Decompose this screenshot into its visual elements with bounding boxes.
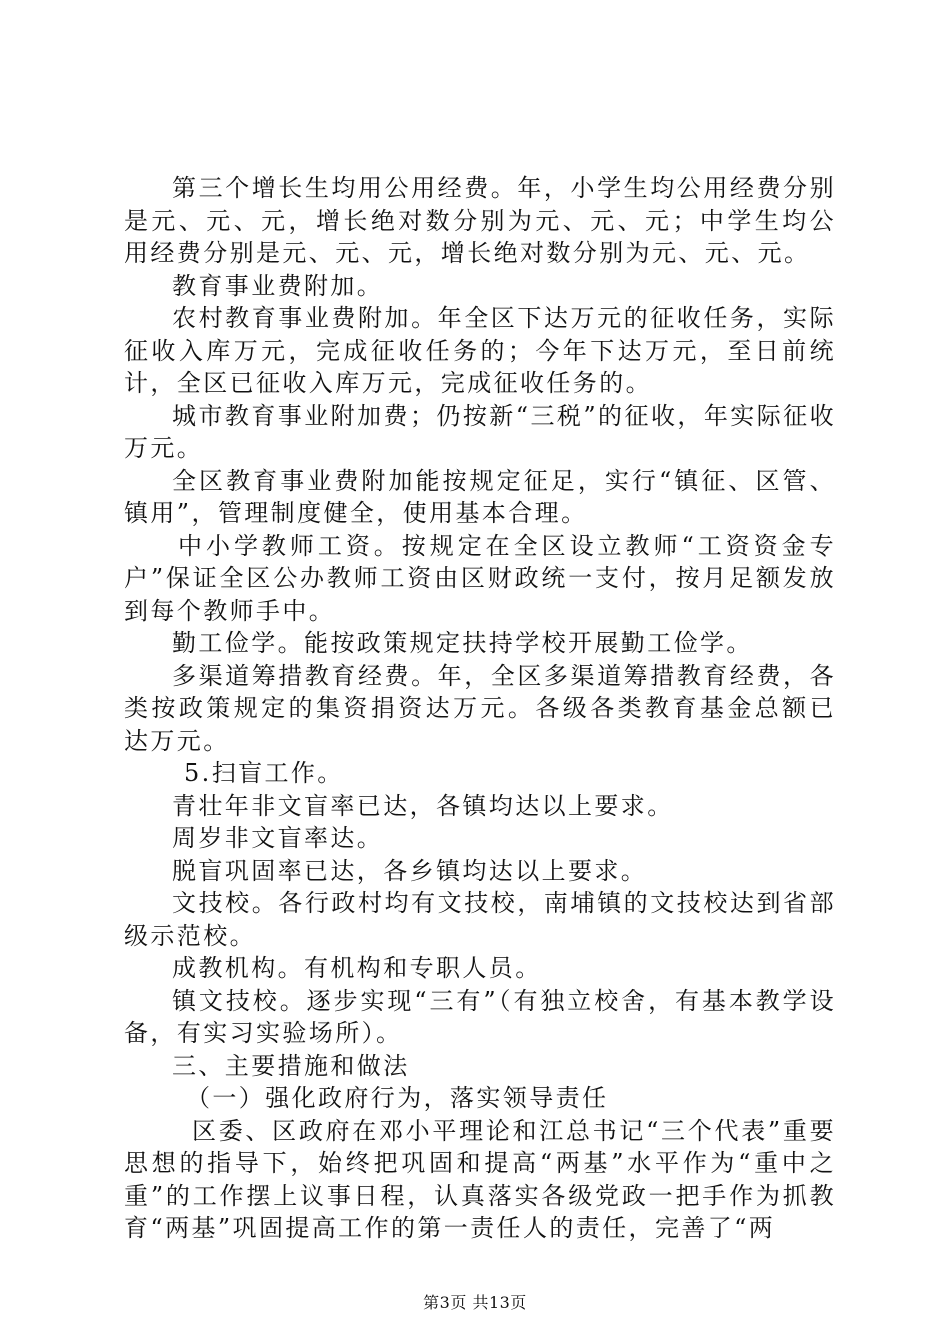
document-body	[124, 172, 836, 1245]
paragraph-education-surcharge: 教育事业费附加。	[172, 271, 384, 300]
section-heading-measures: 三、主要措施和做法	[172, 1051, 410, 1080]
paragraph-literacy-consolidation: 脱盲巩固率已达，各乡镇均达以上要求。	[172, 856, 648, 885]
paragraph-adult-education: 成教机构。有机构和专职人员。	[172, 954, 542, 982]
paragraph-age-literacy: 周岁非文盲率达。	[172, 824, 384, 852]
paragraph-multi-channel-funding: 多渠道筹措教育经费。年，全区多渠道筹措教育经费，各类按政策规定的集资捐资达万元。各级各类教育基金总额已达万元。	[124, 661, 836, 755]
paragraph-surcharge-management: 全区教育事业费附加能按规定征足，实行“镇征、区管、镇用”，管理制度健全，使用基本合理。	[124, 466, 836, 527]
paragraph-work-study: 勤工俭学。能按政策规定扶持学校开展勤工俭学。	[172, 629, 753, 657]
paragraph-party-committee: 区委、区政府在邓小平理论和江总书记“三个代表”重要思想的指导下，始终把巩固和提高“两基”水平作为“重中之重”的工作摆上议事日程，认真落实各级党政一把手作为抓教育“两基”巩固提高工作的第一责任人的责任，完善了“两	[124, 1116, 836, 1242]
paragraph-urban-surcharge: 城市教育事业附加费；仍按新“三税”的征收，年实际征收万元。	[124, 401, 836, 462]
paragraph-per-student-funds: 第三个增长生均用公用经费。年，小学生均公用经费分别是元、元、元，增长绝对数分别为元、元、元；中学生均公用经费分别是元、元、元，增长绝对数分别为元、元、元。	[124, 174, 836, 267]
paragraph-town-schools: 镇文技校。逐步实现“三有”（有独立校舍，有基本教学设备，有实习实验场所）。	[124, 986, 836, 1047]
paragraph-literacy-heading: 5.扫盲工作。	[184, 759, 344, 787]
paragraph-rural-surcharge: 农村教育事业费附加。年全区下达万元的征收任务，实际征收入库万元，完成征收任务的；今年下达万元，至日前统计，全区已征收入库万元，完成征收任务的。	[124, 304, 836, 397]
page-footer: 第3页 共13页	[423, 1293, 527, 1312]
paragraph-youth-literacy: 青壮年非文盲率已达，各镇均达以上要求。	[172, 791, 674, 820]
subsection-heading-government: （一）强化政府行为，落实领导责任	[186, 1084, 609, 1112]
paragraph-culture-tech-schools: 文技校。各行政村均有文技校，南埔镇的文技校达到省部级示范校。	[124, 889, 836, 950]
paragraph-teacher-salary: 中小学教师工资。按规定在全区设立教师“工资资金专户”保证全区公办教师工资由区财政统一支付，按月足额发放到每个教师手中。	[124, 531, 836, 625]
